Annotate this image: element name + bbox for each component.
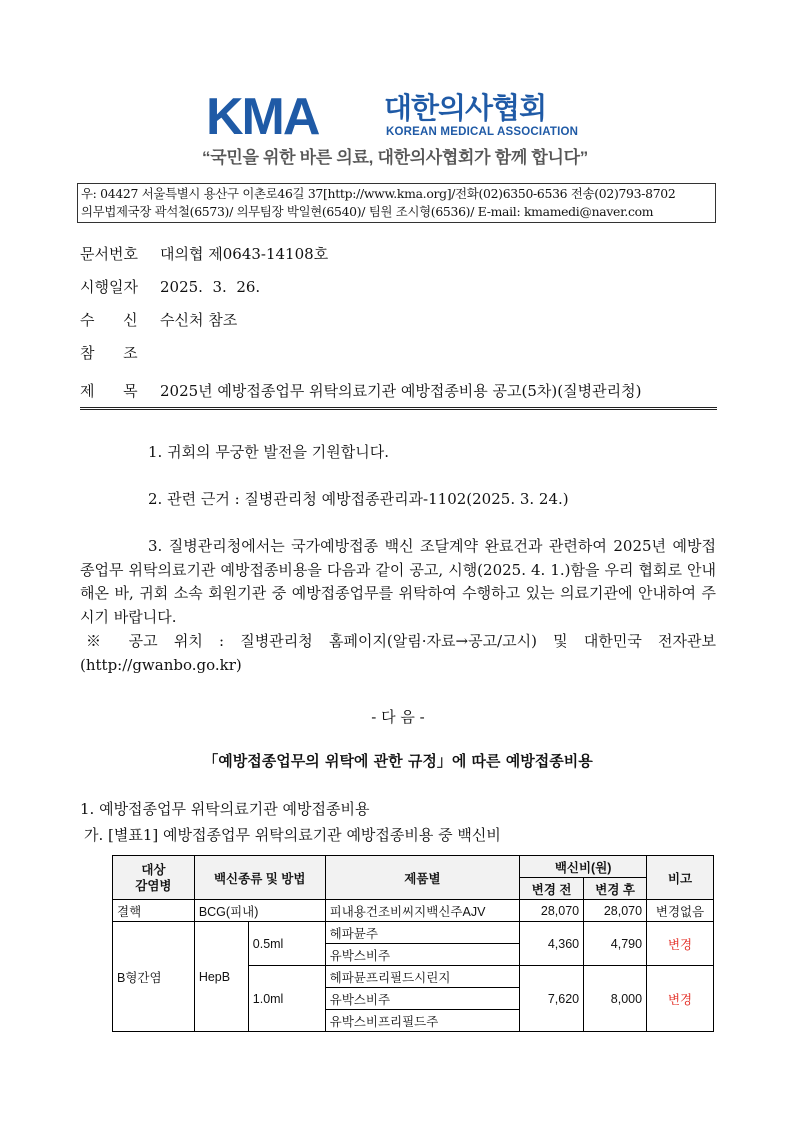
row-tb-note: 변경없음 bbox=[647, 900, 714, 922]
meta-recipient bbox=[80, 309, 237, 330]
recipient-label: 수 신 bbox=[80, 311, 138, 329]
row-hepb-05-before: 4,360 bbox=[520, 922, 584, 966]
meta-subject bbox=[80, 380, 717, 410]
row-hepb-product: 유박스비프리필드주 bbox=[325, 1010, 520, 1032]
row-hepb-product: 유박스비주 bbox=[325, 944, 520, 966]
row-tb-disease: 결핵 bbox=[113, 900, 195, 922]
header-vaccine-type: 백신종류 및 방법 bbox=[194, 856, 325, 900]
row-hepb-dose-05: 0.5ml bbox=[248, 922, 325, 966]
row-hepb-05-note: 변경 bbox=[647, 922, 714, 966]
subject-label: 제 목 bbox=[80, 382, 138, 400]
row-hepb-10-note: 변경 bbox=[647, 966, 714, 1032]
date-label: 시행일자 bbox=[80, 278, 138, 296]
table-row bbox=[113, 900, 714, 922]
section-1a-heading: 가. [별표1] 예방접종업무 위탁의료기관 예방접종비용 중 백신비 bbox=[84, 826, 501, 844]
header-after: 변경 후 bbox=[584, 878, 647, 900]
next-heading: - 다 음 - bbox=[371, 708, 425, 726]
paragraph-3: 3. 질병관리청에서는 국가예방접종 백신 조달계약 완료건과 관련하여 2025년 예방접종업무 위탁의료기관 예방접종비용을 다음과 같이 공고, 시행(2025. 4. 1.)함을 우리 협회로 안내해온 바, 귀회 소속 회원기관 중 예방접종업무를 위탁하여 수행하고 있는 의료기관에 안내하여 주시기 바랍니다. bbox=[80, 537, 716, 626]
row-hepb-product: 헤파뮨프리필드시린지 bbox=[325, 966, 520, 988]
row-hepb-dose-10: 1.0ml bbox=[248, 966, 325, 1032]
row-hepb-product: 헤파뮨주 bbox=[325, 922, 520, 944]
vaccine-cost-table bbox=[112, 855, 714, 1032]
contact-line-staff: 의무법제국장 곽석철(6573)/ 의무팀장 박일현(6540)/ 팀원 조시형(6536)/ E-mail: kmamedi@naver.com bbox=[81, 204, 654, 219]
header-target-disease: 대상 감염병 bbox=[113, 856, 195, 900]
header-product: 제품별 bbox=[325, 856, 520, 900]
table-row bbox=[113, 922, 714, 944]
recipient-value: 수신처 참조 bbox=[160, 311, 238, 329]
doc-number-value: 대의협 제0643-14108호 bbox=[160, 245, 329, 263]
logo-org-name-kr: 대한의사협회 bbox=[384, 93, 547, 125]
doc-number-label: 문서번호 bbox=[80, 245, 138, 263]
row-hepb-05-after: 4,790 bbox=[584, 922, 647, 966]
header-vaccine-cost: 백신비(원) bbox=[520, 856, 647, 878]
kma-logo bbox=[206, 88, 586, 146]
row-hepb-disease: B형간염 bbox=[113, 922, 195, 1032]
paragraph-1: 1. 귀회의 무궁한 발전을 기원합니다. bbox=[148, 443, 390, 461]
row-hepb-type: HepB bbox=[194, 922, 248, 1032]
meta-doc-number bbox=[80, 243, 328, 264]
row-hepb-10-after: 8,000 bbox=[584, 966, 647, 1032]
row-tb-type: BCG(피내) bbox=[194, 900, 325, 922]
slogan: “국민을 위한 바른 의료, 대한의사협회가 함께 합니다” bbox=[202, 148, 588, 167]
date-value: 2025. 3. 26. bbox=[160, 278, 261, 296]
contact-line-address: 우: 04427 서울특별시 용산구 이촌로46길 37[http://www.kma.org]/전화(02)6350-6536 전송(02)793-8702 bbox=[81, 186, 676, 201]
logo-text: KMA bbox=[206, 88, 319, 146]
header-note: 비고 bbox=[647, 856, 714, 900]
reference-label: 참 조 bbox=[80, 344, 138, 362]
logo-org-name-en: KOREAN MEDICAL ASSOCIATION bbox=[386, 126, 579, 138]
header-before: 변경 전 bbox=[520, 878, 584, 900]
row-hepb-10-before: 7,620 bbox=[520, 966, 584, 1032]
subject-value: 2025년 예방접종업무 위탁의료기관 예방접종비용 공고(5차)(질병관리청) bbox=[160, 382, 642, 400]
meta-date bbox=[80, 276, 260, 297]
section-1-heading: 1. 예방접종업무 위탁의료기관 예방접종비용 bbox=[80, 800, 370, 818]
notice-location: ※ 공고 위치 : 질병관리청 홈페이지(알림·자료→공고/고시) 및 대한민국 전자관보(http://gwanbo.go.kr) bbox=[80, 632, 716, 674]
meta-reference bbox=[80, 342, 160, 363]
contact-box bbox=[77, 183, 716, 223]
row-tb-product: 피내용건조비씨지백신주AJV bbox=[325, 900, 520, 922]
regulation-title: 「예방접종업무의 위탁에 관한 규정」에 따른 예방접종비용 bbox=[203, 752, 593, 770]
paragraph-2: 2. 관련 근거 : 질병관리청 예방접종관리과-1102(2025. 3. 24.) bbox=[148, 490, 569, 508]
row-tb-before: 28,070 bbox=[520, 900, 584, 922]
row-hepb-product: 유박스비주 bbox=[325, 988, 520, 1010]
row-tb-after: 28,070 bbox=[584, 900, 647, 922]
